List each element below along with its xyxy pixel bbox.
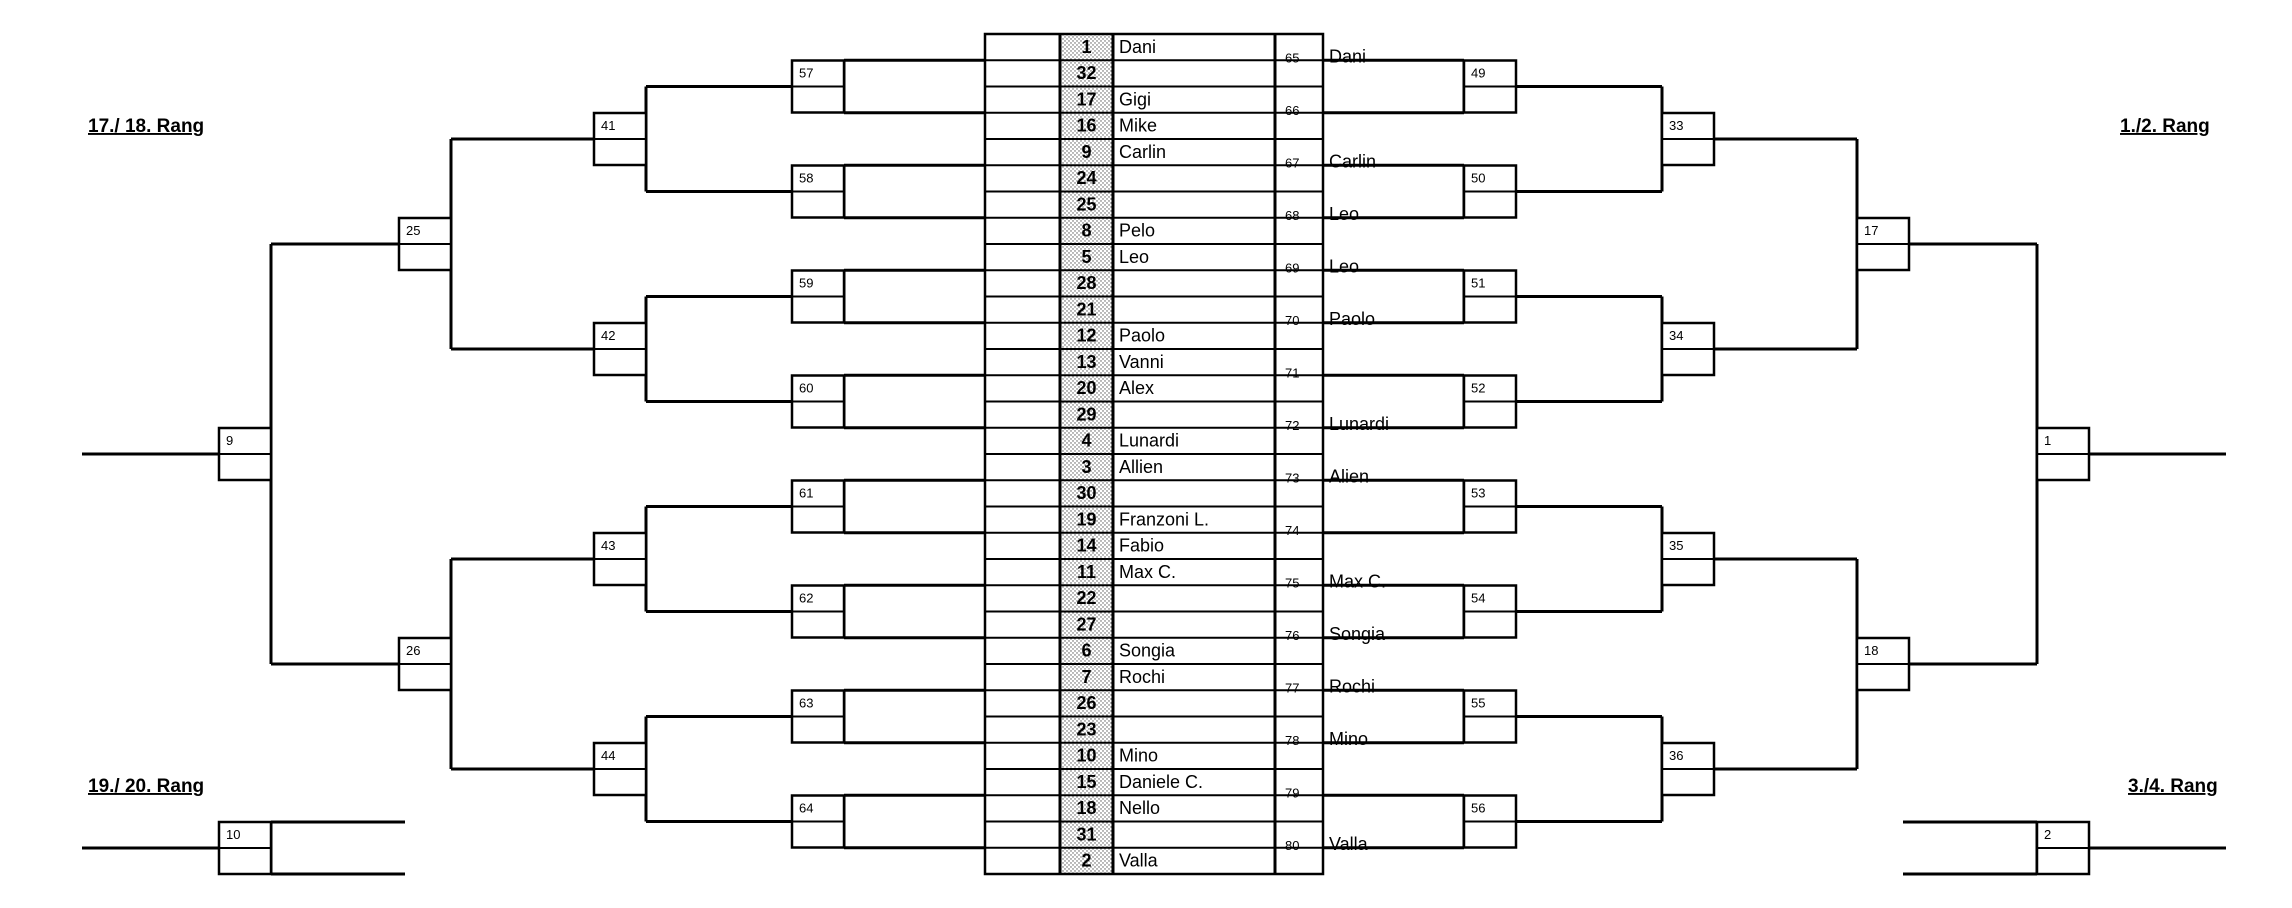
match-number: 56 bbox=[1471, 800, 1486, 816]
match-number: 64 bbox=[799, 800, 814, 816]
match-number: 57 bbox=[799, 65, 814, 81]
player-name: Franzoni L. bbox=[1119, 509, 1210, 530]
match-right_side-r1 bbox=[1464, 796, 1516, 848]
player-name: Vanni bbox=[1119, 351, 1164, 372]
match-number: 43 bbox=[601, 538, 616, 553]
seed-number: 16 bbox=[1076, 115, 1097, 136]
match-number: 54 bbox=[1471, 590, 1486, 606]
match-number: 49 bbox=[1471, 65, 1486, 81]
first-round-match-number: 74 bbox=[1285, 522, 1300, 538]
seed-number: 25 bbox=[1076, 194, 1097, 215]
player-name: Leo bbox=[1119, 246, 1150, 267]
player-name: Allien bbox=[1119, 456, 1164, 477]
match-right_side-r2 bbox=[1662, 533, 1714, 585]
first-round-winner: Paolo bbox=[1329, 308, 1376, 329]
seed-number: 5 bbox=[1081, 246, 1092, 267]
match-number: 52 bbox=[1471, 380, 1486, 396]
entry-list bbox=[985, 34, 1389, 874]
match-right_side-r1 bbox=[1464, 166, 1516, 218]
match-left_side-r1 bbox=[792, 61, 844, 113]
seed-number: 22 bbox=[1076, 588, 1097, 609]
match-left_side-r2 bbox=[594, 323, 646, 375]
player-name: Gigi bbox=[1119, 89, 1152, 110]
seed-number: 4 bbox=[1081, 430, 1092, 451]
seed-number: 15 bbox=[1076, 771, 1097, 792]
match-left_side-r1 bbox=[792, 376, 844, 428]
match-number: 60 bbox=[799, 380, 814, 396]
rank-label-1-2: 1./2. Rang bbox=[2120, 116, 2210, 137]
seed-number: 27 bbox=[1076, 614, 1097, 635]
match-left_side-r3 bbox=[399, 638, 451, 690]
match-right_side-r1 bbox=[1464, 271, 1516, 323]
first-round-match-number: 67 bbox=[1285, 155, 1300, 171]
seed-number: 3 bbox=[1081, 456, 1092, 477]
match-left_side-r1 bbox=[792, 481, 844, 533]
first-round-match-number: 69 bbox=[1285, 260, 1300, 276]
seed-number: 10 bbox=[1076, 745, 1097, 766]
seed-number: 23 bbox=[1076, 719, 1097, 740]
match-number: 10 bbox=[226, 827, 241, 842]
first-round-match-number: 71 bbox=[1285, 365, 1300, 381]
match-left_side-r1 bbox=[792, 796, 844, 848]
match-number: 33 bbox=[1669, 118, 1684, 133]
match-number: 36 bbox=[1669, 748, 1684, 763]
first-round-winner: Leo bbox=[1329, 203, 1360, 224]
player-name: Mike bbox=[1119, 115, 1158, 136]
first-round-match-number: 75 bbox=[1285, 575, 1300, 591]
match-right_side-r1 bbox=[1464, 61, 1516, 113]
match-left_side-r1 bbox=[792, 271, 844, 323]
match-number: 41 bbox=[601, 118, 616, 133]
seed-number: 11 bbox=[1076, 561, 1097, 582]
match-number: 59 bbox=[799, 275, 814, 291]
match-right_side-r3 bbox=[1857, 218, 1909, 270]
first-round-winner: Leo bbox=[1329, 256, 1360, 277]
match-right_side-r3 bbox=[1857, 638, 1909, 690]
match-left_side-r4 bbox=[219, 428, 271, 480]
seed-number: 7 bbox=[1081, 666, 1092, 687]
first-round-match-number: 70 bbox=[1285, 312, 1300, 328]
match-left_side-r1 bbox=[792, 166, 844, 218]
match-number: 53 bbox=[1471, 485, 1486, 501]
seed-number: 24 bbox=[1076, 168, 1097, 189]
seed-number: 20 bbox=[1076, 378, 1097, 399]
player-name: Dani bbox=[1119, 36, 1157, 57]
match-right_side-r1 bbox=[1464, 586, 1516, 638]
seed-number: 2 bbox=[1081, 850, 1092, 871]
match-number: 44 bbox=[601, 748, 616, 763]
player-name: Carlin bbox=[1119, 141, 1167, 162]
player-name: Alex bbox=[1119, 378, 1155, 399]
player-name: Fabio bbox=[1119, 535, 1165, 556]
rank-label-3-4: 3./4. Rang bbox=[2128, 776, 2218, 797]
match-number: 42 bbox=[601, 328, 616, 343]
first-round-match-number: 66 bbox=[1285, 102, 1300, 118]
match-number: 26 bbox=[406, 643, 421, 658]
match-number: 1 bbox=[2044, 433, 2052, 448]
first-round-winner: Alien bbox=[1329, 466, 1370, 487]
match-right_side-r2 bbox=[1662, 323, 1714, 375]
seed-number: 19 bbox=[1076, 509, 1097, 530]
match-number: 2 bbox=[2044, 827, 2052, 842]
match-left_side-r1 bbox=[792, 691, 844, 743]
match-number: 51 bbox=[1471, 275, 1486, 291]
match-left_side-r3 bbox=[399, 218, 451, 270]
match-left_side-r2 bbox=[594, 743, 646, 795]
first-round-winner: Valla bbox=[1329, 833, 1368, 854]
seed-number: 26 bbox=[1076, 693, 1097, 714]
seed-number: 17 bbox=[1076, 89, 1097, 110]
first-round-winner: Songia bbox=[1329, 623, 1386, 644]
first-round-match-number: 65 bbox=[1285, 50, 1300, 66]
first-round-match-number: 79 bbox=[1285, 785, 1300, 801]
match-left_side-r2 bbox=[594, 113, 646, 165]
seed-number: 21 bbox=[1076, 299, 1097, 320]
match-number: 17 bbox=[1864, 223, 1879, 238]
match-right_side-r2 bbox=[1662, 743, 1714, 795]
seed-number: 12 bbox=[1076, 325, 1097, 346]
match-number: 9 bbox=[226, 433, 234, 448]
player-name: Daniele C. bbox=[1119, 771, 1204, 792]
match-number: 25 bbox=[406, 223, 421, 238]
seed-number: 32 bbox=[1076, 63, 1097, 84]
first-round-winner: Lunardi bbox=[1329, 413, 1390, 434]
rank-label-19-20: 19./ 20. Rang bbox=[88, 776, 205, 797]
first-round-match-number: 76 bbox=[1285, 627, 1300, 643]
player-name: Mino bbox=[1119, 745, 1159, 766]
first-round-match-number: 68 bbox=[1285, 207, 1300, 223]
player-name: Nello bbox=[1119, 798, 1161, 819]
player-name: Songia bbox=[1119, 640, 1176, 661]
match-right_side-consolation bbox=[2037, 822, 2089, 874]
match-number: 62 bbox=[799, 590, 814, 606]
seed-number: 13 bbox=[1076, 351, 1097, 372]
first-round-match-number: 77 bbox=[1285, 680, 1300, 696]
match-right_side-r1 bbox=[1464, 691, 1516, 743]
player-name: Paolo bbox=[1119, 325, 1166, 346]
match-left_side-r1 bbox=[792, 586, 844, 638]
seed-number: 30 bbox=[1076, 483, 1097, 504]
seed-number: 28 bbox=[1076, 273, 1097, 294]
seed-number: 18 bbox=[1076, 798, 1097, 819]
match-number: 61 bbox=[799, 485, 814, 501]
first-round-winner: Max C. bbox=[1329, 571, 1387, 592]
player-name: Max C. bbox=[1119, 561, 1177, 582]
match-right_side-r2 bbox=[1662, 113, 1714, 165]
seed-number: 31 bbox=[1076, 824, 1097, 845]
match-number: 50 bbox=[1471, 170, 1486, 186]
match-number: 58 bbox=[799, 170, 814, 186]
player-name: Valla bbox=[1119, 850, 1158, 871]
match-number: 55 bbox=[1471, 695, 1486, 711]
match-right_side-r1 bbox=[1464, 481, 1516, 533]
first-round-match-number: 80 bbox=[1285, 837, 1300, 853]
first-round-match-number: 73 bbox=[1285, 470, 1300, 486]
match-right_side-r1 bbox=[1464, 376, 1516, 428]
seed-number: 6 bbox=[1081, 640, 1092, 661]
rank-label-17-18: 17./ 18. Rang bbox=[88, 116, 205, 137]
first-round-winner: Carlin bbox=[1329, 151, 1377, 172]
match-number: 63 bbox=[799, 695, 814, 711]
first-round-match-number: 72 bbox=[1285, 417, 1300, 433]
match-left_side-consolation bbox=[219, 822, 271, 874]
match-number: 18 bbox=[1864, 643, 1879, 658]
first-round-match-number: 78 bbox=[1285, 732, 1300, 748]
first-round-winner: Mino bbox=[1329, 728, 1369, 749]
seed-number: 9 bbox=[1081, 141, 1092, 162]
seed-number: 14 bbox=[1076, 535, 1097, 556]
player-name: Rochi bbox=[1119, 666, 1166, 687]
seed-number: 29 bbox=[1076, 404, 1097, 425]
first-round-winner: Dani bbox=[1329, 46, 1367, 67]
player-name: Pelo bbox=[1119, 220, 1156, 241]
match-number: 35 bbox=[1669, 538, 1684, 553]
first-round-winner: Rochi bbox=[1329, 676, 1376, 697]
seed-number: 8 bbox=[1081, 220, 1092, 241]
match-left_side-r2 bbox=[594, 533, 646, 585]
player-name: Lunardi bbox=[1119, 430, 1180, 451]
match-right_side-r4 bbox=[2037, 428, 2089, 480]
match-number: 34 bbox=[1669, 328, 1684, 343]
seed-number: 1 bbox=[1081, 36, 1092, 57]
